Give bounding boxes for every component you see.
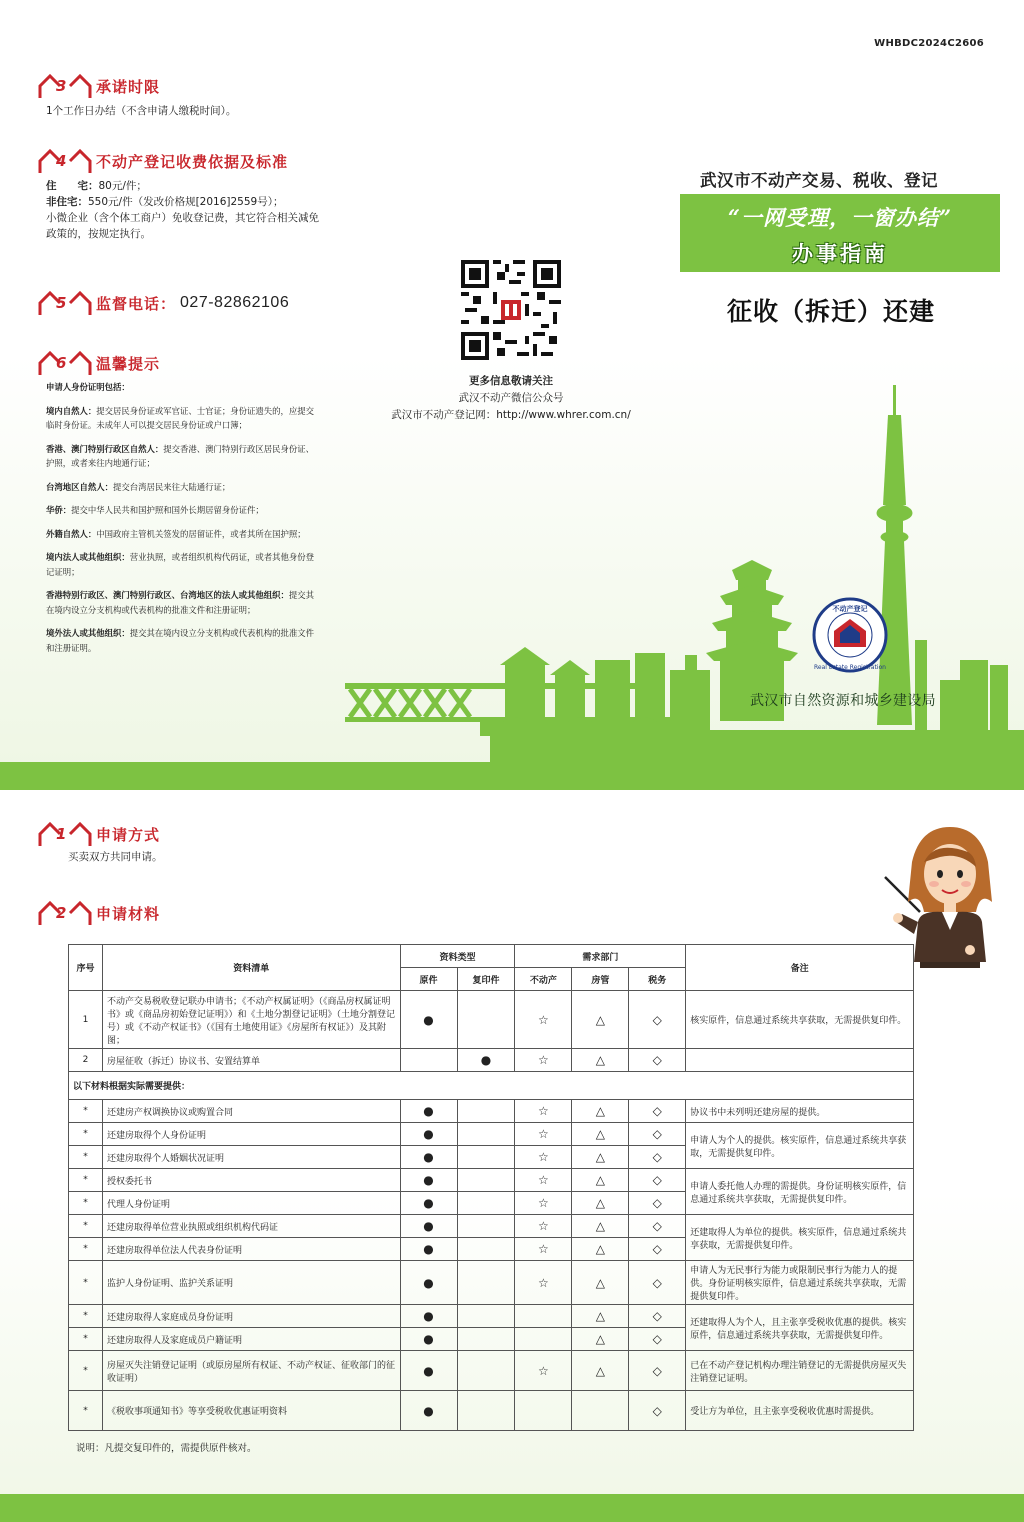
header-copy: 复印件 xyxy=(457,968,515,991)
header-housing: 房管 xyxy=(572,968,629,991)
qr-code[interactable] xyxy=(461,260,561,360)
row-mark-cell: △ xyxy=(572,1328,629,1351)
row-mark-cell: ◇ xyxy=(629,1238,686,1261)
row-mark-cell: △ xyxy=(572,1169,629,1192)
row-mark-cell xyxy=(457,1351,515,1391)
wechat-account: 武汉不动产微信公众号 xyxy=(458,392,564,404)
house-badge-icon xyxy=(36,899,92,927)
row-remark: 还建取得人为单位的提供。核实原件，信息通过系统共享获取，无需提供复印件。 xyxy=(686,1215,914,1261)
row-mark-cell: ◇ xyxy=(629,1100,686,1123)
non-residential-fee: 550元/件（发改价格规[2016]2559号）； xyxy=(88,196,284,208)
header-tax: 税务 xyxy=(629,968,686,991)
row-housing-mark: △ xyxy=(572,991,629,1049)
row-mark-cell xyxy=(457,1391,515,1431)
non-residential-label: 非住宅： xyxy=(46,196,88,208)
row-tax-mark: ◇ xyxy=(629,1049,686,1072)
row-mark-cell: ☆ xyxy=(515,1123,572,1146)
row-mark-cell: ◇ xyxy=(629,1123,686,1146)
row-mark-cell: ☆ xyxy=(515,1169,572,1192)
table-row xyxy=(69,1049,914,1072)
row-item: 还建房取得单位营业执照或组织机构代码证 xyxy=(102,1215,400,1238)
cover-slogan: “一网受理，一窗办结” xyxy=(727,205,953,230)
residential-label: 住 宅： xyxy=(46,180,99,192)
identity-item: 外籍自然人：中国政府主管机关签发的居留证件，或者其所在国护照； xyxy=(46,528,306,539)
row-item: 房屋征收（拆迁）协议书、安置结算单 xyxy=(102,1049,400,1072)
supervision-phone[interactable]: 027-82862106 xyxy=(180,294,290,311)
row-mark-cell: ◇ xyxy=(629,1391,686,1431)
row-mark-cell: △ xyxy=(572,1192,629,1215)
cover-subtitle: 武汉市不动产交易、税收、登记 xyxy=(700,171,938,190)
header-type: 资料类型 xyxy=(400,945,515,968)
cover-guide-title: 办事指南 xyxy=(792,242,888,266)
row-remark: 还建取得人为个人，且主张享受税收优惠的提供。核实原件，信息通过系统共享获取，无需提供复印件。 xyxy=(686,1305,914,1351)
row-mark-cell: △ xyxy=(572,1351,629,1391)
row-mark-cell: △ xyxy=(572,1146,629,1169)
section-1-title: 申请方式 xyxy=(96,825,161,844)
row-remark: 申请人为个人的提供。核实原件，信息通过系统共享获取，无需提供复印件。 xyxy=(686,1123,914,1169)
row-mark-cell xyxy=(457,1123,515,1146)
section-1-text: 买卖双方共同申请。 xyxy=(68,851,163,863)
row-item: 监护人身份证明、监护关系证明 xyxy=(102,1261,400,1305)
section-1-number: 1 xyxy=(56,825,67,843)
row-mark-cell: ◇ xyxy=(629,1305,686,1328)
row-mark-cell: △ xyxy=(572,1261,629,1305)
row-no: * xyxy=(69,1261,103,1305)
materials-table xyxy=(68,944,914,1431)
row-no: 2 xyxy=(69,1049,103,1072)
table-row xyxy=(69,1100,914,1123)
table-row xyxy=(69,1391,914,1431)
row-realestate-mark: ☆ xyxy=(515,991,572,1049)
row-remark: 申请人为无民事行为能力或限制民事行为能力人的提供。身份证明核实原件，信息通过系统共享获取，无需提供复印件。 xyxy=(686,1261,914,1305)
house-badge-icon xyxy=(36,349,92,377)
row-mark-cell: ● xyxy=(400,1123,457,1146)
row-mark-cell: ☆ xyxy=(515,1238,572,1261)
row-no: * xyxy=(69,1169,103,1192)
row-item: 房屋灭失注销登记证明（或原房屋所有权证、不动产权证、征收部门的征收证明） xyxy=(102,1351,400,1391)
seal-text-top: 不动产登记 xyxy=(832,605,868,613)
row-mark-cell xyxy=(457,1261,515,1305)
row-no: * xyxy=(69,1305,103,1328)
row-mark-cell: ◇ xyxy=(629,1169,686,1192)
table-row xyxy=(69,1261,914,1305)
row-remark: 申请人委托他人办理的需提供。身份证明核实原件，信息通过系统共享获取，无需提供复印件。 xyxy=(686,1169,914,1215)
row-mark-cell: ● xyxy=(400,1192,457,1215)
section-3-number: 3 xyxy=(56,77,67,95)
section-1-heading xyxy=(36,820,160,848)
header-realestate: 不动产 xyxy=(515,968,572,991)
row-mark-cell: ◇ xyxy=(629,1328,686,1351)
row-tax-mark: ◇ xyxy=(629,991,686,1049)
residential-fee: 80元/件； xyxy=(98,180,147,192)
row-mark-cell xyxy=(457,1146,515,1169)
row-original-mark: ● xyxy=(400,991,457,1049)
row-remark: 核实原件，信息通过系统共享获取，无需提供复印件。 xyxy=(686,991,914,1049)
identity-item: 境外法人或其他组织：提交其在境内设立分支机构或代表机构的批准文件和注册证明。 xyxy=(46,628,314,653)
row-remark: 受让方为单位，且主张享受税收优惠时需提供。 xyxy=(686,1391,914,1431)
row-item: 代理人身份证明 xyxy=(102,1192,400,1215)
section-6-number: 6 xyxy=(56,354,67,372)
row-mark-cell: ◇ xyxy=(629,1146,686,1169)
row-item: 还建房产权调换协议或购置合同 xyxy=(102,1100,400,1123)
row-original-mark xyxy=(400,1049,457,1072)
section-4-number: 4 xyxy=(56,152,67,170)
optional-materials-heading: 以下材料根据实际需要提供： xyxy=(69,1072,914,1100)
identity-intro: 申请人身份证明包括： xyxy=(46,382,130,392)
identity-item: 香港特别行政区、澳门特别行政区、台湾地区的法人或其他组织：提交其在境内设立分支机构或代表机构的批准文件和注册证明； xyxy=(46,590,314,615)
issuing-bureau: 武汉市自然资源和城乡建设局 xyxy=(750,693,936,709)
table-row xyxy=(69,1169,914,1192)
section-6-title: 温馨提示 xyxy=(96,354,161,373)
header-no: 序号 xyxy=(69,945,103,991)
row-no: * xyxy=(69,1100,103,1123)
table-subheader xyxy=(69,1072,914,1100)
header-remark: 备注 xyxy=(686,945,914,991)
row-copy-mark: ● xyxy=(457,1049,515,1072)
row-mark-cell xyxy=(515,1305,572,1328)
row-mark-cell: ☆ xyxy=(515,1100,572,1123)
section-2-heading xyxy=(36,899,160,927)
table-row xyxy=(69,991,914,1049)
cover-main-title: 征收（拆迁）还建 xyxy=(727,297,936,326)
identity-item: 香港、澳门特别行政区自然人：提交香港、澳门特别行政区居民身份证、护照，或者来往内地通行证； xyxy=(46,443,314,468)
row-no: * xyxy=(69,1238,103,1261)
row-mark-cell xyxy=(515,1328,572,1351)
row-mark-cell: △ xyxy=(572,1215,629,1238)
row-remark: 已在不动产登记机构办理注销登记的无需提供房屋灭失注销登记证明。 xyxy=(686,1351,914,1391)
row-no: * xyxy=(69,1391,103,1431)
row-no: * xyxy=(69,1146,103,1169)
row-mark-cell xyxy=(457,1238,515,1261)
row-item: 还建房取得人及家庭成员户籍证明 xyxy=(102,1328,400,1351)
identity-item: 境内法人或其他组织：营业执照，或者组织机构代码证，或者其他身份登记证明； xyxy=(46,552,314,577)
row-mark-cell: ☆ xyxy=(515,1192,572,1215)
row-mark-cell: ● xyxy=(400,1261,457,1305)
row-mark-cell xyxy=(572,1391,629,1431)
header-list: 资料清单 xyxy=(102,945,400,991)
row-item: 不动产交易税收登记联办申请书；《不动产权属证明》（《商品房权属证明书》或《商品房初始登记证明》）和《土地分割登记证明》（土地分割登记号）或《不动产权证书》（《国有土地使用证》《房屋所有权证》）及其附图； xyxy=(102,991,400,1049)
row-item: 还建房取得人家庭成员身份证明 xyxy=(102,1305,400,1328)
row-mark-cell: ☆ xyxy=(515,1351,572,1391)
row-realestate-mark: ☆ xyxy=(515,1049,572,1072)
house-badge-icon xyxy=(36,72,92,100)
row-remark xyxy=(686,1049,914,1072)
row-mark-cell: ● xyxy=(400,1215,457,1238)
row-mark-cell xyxy=(457,1328,515,1351)
section-3-title: 承诺时限 xyxy=(96,77,161,96)
green-band-bottom xyxy=(0,1494,1024,1522)
identity-item: 台湾地区自然人：提交台湾居民来往大陆通行证； xyxy=(46,481,231,492)
row-mark-cell: ● xyxy=(400,1351,457,1391)
section-3-text: 1个工作日办结（不含申请人缴税时间）。 xyxy=(46,105,237,117)
row-item: 还建房取得个人身份证明 xyxy=(102,1123,400,1146)
row-mark-cell xyxy=(457,1192,515,1215)
section-2-number: 2 xyxy=(56,904,67,922)
identity-item: 境内自然人：提交居民身份证或军官证、士官证；身份证遗失的，应提交临时身份证。未成年人可以提交居民身份证或户口簿； xyxy=(46,405,314,430)
table-row xyxy=(69,1305,914,1328)
row-mark-cell: ● xyxy=(400,1305,457,1328)
row-mark-cell: △ xyxy=(572,1100,629,1123)
table-row xyxy=(69,1351,914,1391)
slogan-box xyxy=(680,194,1000,272)
row-no: * xyxy=(69,1215,103,1238)
section-3-heading xyxy=(36,72,160,100)
house-badge-icon xyxy=(36,289,92,317)
seal-text-bottom: Real Estate Registration xyxy=(814,664,886,671)
house-badge-icon xyxy=(36,147,92,175)
row-mark-cell: ☆ xyxy=(515,1261,572,1305)
row-mark-cell: △ xyxy=(572,1123,629,1146)
row-mark-cell: ☆ xyxy=(515,1146,572,1169)
house-badge-icon xyxy=(36,820,92,848)
section-6-heading xyxy=(36,349,160,377)
table-row xyxy=(69,1215,914,1238)
row-mark-cell: ● xyxy=(400,1238,457,1261)
table-header-row xyxy=(69,945,914,968)
table-note: 说明：凡提交复印件的，需提供原件核对。 xyxy=(76,1443,257,1454)
row-item: 授权委托书 xyxy=(102,1169,400,1192)
section-4-text xyxy=(46,178,326,242)
row-item: 还建房取得个人婚姻状况证明 xyxy=(102,1146,400,1169)
row-housing-mark: △ xyxy=(572,1049,629,1072)
row-mark-cell xyxy=(515,1391,572,1431)
follow-heading: 更多信息敬请关注 xyxy=(469,375,553,387)
identity-item: 华侨：提交中华人民共和国护照和国外长期居留身份证件； xyxy=(46,505,264,515)
row-mark-cell: ● xyxy=(400,1391,457,1431)
row-mark-cell xyxy=(457,1169,515,1192)
header-dept: 需求部门 xyxy=(515,945,686,968)
row-mark-cell xyxy=(457,1100,515,1123)
section-5-heading xyxy=(36,289,289,317)
section-5-number: 5 xyxy=(56,294,67,312)
header-original: 原件 xyxy=(400,968,457,991)
row-mark-cell: ● xyxy=(400,1146,457,1169)
row-mark-cell: ◇ xyxy=(629,1261,686,1305)
row-mark-cell: ☆ xyxy=(515,1215,572,1238)
row-no: 1 xyxy=(69,991,103,1049)
row-no: * xyxy=(69,1192,103,1215)
section-2-title: 申请材料 xyxy=(96,904,161,923)
section-5-title: 监督电话： xyxy=(96,294,177,313)
row-no: * xyxy=(69,1123,103,1146)
row-mark-cell: ◇ xyxy=(629,1215,686,1238)
identity-proof-list xyxy=(46,380,318,664)
row-mark-cell: ● xyxy=(400,1100,457,1123)
row-mark-cell: ◇ xyxy=(629,1192,686,1215)
document-code: WHBDC2024C2606 xyxy=(874,38,984,49)
row-item: 《税收事项通知书》等享受税收优惠证明资料 xyxy=(102,1391,400,1431)
row-mark-cell: ● xyxy=(400,1328,457,1351)
section-4-heading xyxy=(36,147,288,175)
registration-website[interactable]: 武汉市不动产登记网：http://www.whrer.com.cn/ xyxy=(391,409,631,421)
row-mark-cell xyxy=(457,1215,515,1238)
row-mark-cell: △ xyxy=(572,1305,629,1328)
row-copy-mark xyxy=(457,991,515,1049)
row-no: * xyxy=(69,1351,103,1391)
row-item: 还建房取得单位法人代表身份证明 xyxy=(102,1238,400,1261)
row-mark-cell: △ xyxy=(572,1238,629,1261)
table-row xyxy=(69,1123,914,1146)
row-mark-cell xyxy=(457,1305,515,1328)
row-mark-cell: ● xyxy=(400,1169,457,1192)
section-4-title: 不动产登记收费依据及标准 xyxy=(96,152,289,171)
row-no: * xyxy=(69,1328,103,1351)
fee-exemption-text: 小微企业（含个体工商户）免收登记费，其它符合相关减免政策的，按规定执行。 xyxy=(46,212,319,240)
row-mark-cell: ◇ xyxy=(629,1351,686,1391)
row-remark: 协议书中未列明还建房屋的提供。 xyxy=(686,1100,914,1123)
